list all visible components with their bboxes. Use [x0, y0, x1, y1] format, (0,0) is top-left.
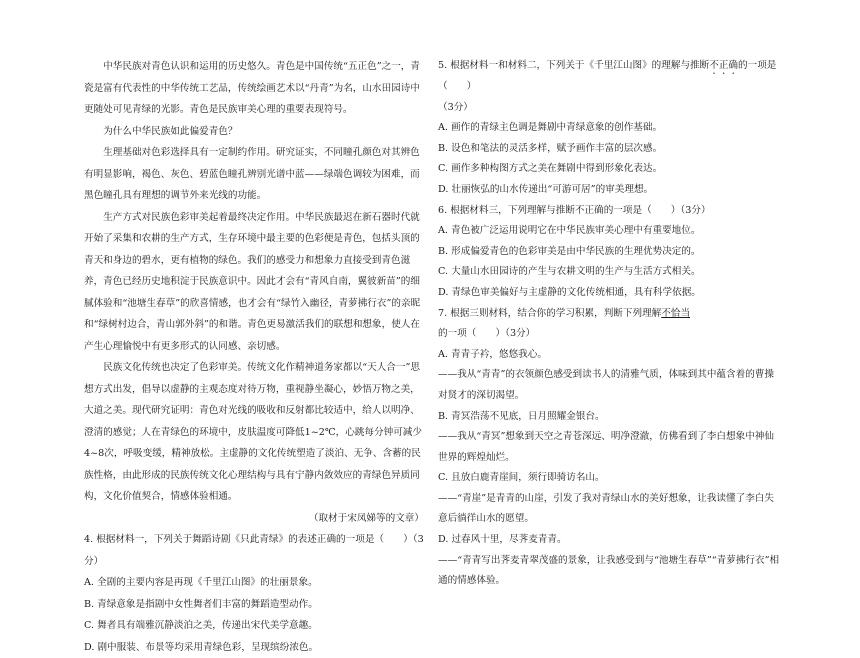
passage-question-line: 为什么中华民族如此偏爱青色？	[84, 121, 424, 143]
question-4-option-b: B. 青绿意象是指剧中女性舞者们丰富的舞蹈造型动作。	[84, 594, 424, 616]
question-5-stem-text: 5. 根据材料一和材料二，下列关于《千里江山图》的理解与推断	[438, 60, 709, 71]
question-5-emphasis: 不正确	[709, 60, 738, 71]
question-6-option-a: A. 青色被广泛运用说明它在中华民族审美心理中有重要地位。	[438, 221, 783, 242]
question-7-comment-c: ——“青崖”是青青的山崖，引发了我对青绿山水的美好想象，让我读懂了李白失意后徜徉山水的愿望。	[438, 489, 783, 530]
question-4-option-c: C. 舞者具有端雅沉静淡泊之美，传递出宋代美学意趣。	[84, 615, 424, 637]
question-6-option-b: B. 形成偏爱青色的色彩审美是由中华民族的生理优势决定的。	[438, 242, 783, 263]
question-6-option-c: C. 大量山水田园诗的产生与农耕文明的生产与生活方式相关。	[438, 262, 783, 283]
passage-paragraph: 生理基础对色彩选择具有一定制约作用。研究证实，不同瞳孔颜色对其辨色有明显影响，褐色、灰色、碧蓝色瞳孔辨别光谱中蓝——绿端色调较为困难，而黑色瞳孔具有理想的调节外来光线的功能。	[84, 142, 424, 207]
question-7-stem-text: 7. 根据三则材料，结合你的学习积累，判断下列理解	[438, 308, 661, 319]
question-5-stem	[438, 56, 783, 98]
question-6-option-d: D. 青绿色审美偏好与主虚静的文化传统相通，具有科学依据。	[438, 283, 783, 304]
question-7-stem	[438, 304, 783, 345]
question-7-option-a: A. 青青子衿，悠悠我心。	[438, 345, 783, 366]
question-4-option-a: A. 全剧的主要内容是再现《千里江山图》的壮丽景象。	[84, 572, 424, 594]
question-4-option-d: D. 剧中服装、布景等均采用青绿色彩，呈现缤纷浓色。	[84, 637, 424, 658]
passage-paragraph: 生产方式对民族色彩审美起着最终决定作用。中华民族最迟在新石器时代就开始了采集和农耕的生产方式，生存环境中最主要的色彩便是青色，包括头顶的青天和身边的碧水，更有植物的绿色。我们的感受力和想象力直接受到青色滋养，青色已经历史地积淀于民族意识中。因此才会有“青风自南，翼彼新苗”的细腻体验和“池塘生春草”的欣喜情感，也才会有“绿竹入幽径，青萝拂行衣”的亲昵和“绿树村边合，青山郭外斜”的和谐。青色更易激活我们的联想和想象，使人在产生心理愉悦中有更多形式的认同感、亲切感。	[84, 207, 424, 358]
question-5-option-d: D. 壮丽恢弘的山水传递出“可游可居”的审美理想。	[438, 180, 783, 201]
question-7-comment-a: ——我从“青青”的衣领颜色感受到读书人的清雅气质，体味到其中蕴含着的曹操对贤才的深切渴望。	[438, 365, 783, 406]
question-7-option-b: B. 青冥浩荡不见底，日月照耀金银台。	[438, 407, 783, 428]
question-7-stem-end: 的一项（ ）（3分）	[438, 328, 535, 339]
question-5-stem-end: 的一项是（ ）	[438, 60, 776, 92]
question-5-option-c: C. 画作多种构图方式之美在舞剧中得到形象化表达。	[438, 159, 783, 180]
question-7-comment-d: ——“青青写出荠麦青翠茂盛的景象，让我感受到与“池塘生春草”“青萝拂行衣”相通的情感体验。	[438, 551, 783, 592]
left-column	[84, 56, 424, 658]
question-5-option-a: A. 画作的青绿主色调是舞剧中青绿意象的创作基础。	[438, 118, 783, 139]
question-6-stem: 6. 根据材料三，下列理解与推断不正确的一项是（ ）（3分）	[438, 201, 783, 222]
question-5-option-b: B. 设色和笔法的灵活多样，赋予画作丰富的层次感。	[438, 139, 783, 160]
right-column	[438, 56, 783, 592]
question-4-stem: 4. 根据材料一，下列关于舞蹈诗剧《只此青绿》的表述正确的一项是（ ）（3分）	[84, 529, 424, 572]
question-7-emphasis: 不恰当	[661, 308, 690, 319]
question-5-points: （3分）	[438, 98, 783, 119]
question-7-option-c: C. 且放白鹿青崖间，须行即骑访名山。	[438, 468, 783, 489]
passage-source: （取材于宋凤娣等的文章）	[84, 508, 424, 530]
question-7-comment-b: ——我从“青冥”想象到天空之青苍深远、明净澄澈，仿佛看到了李白想象中神仙世界的辉煌灿烂。	[438, 427, 783, 468]
question-7-option-d: D. 过春风十里，尽荠麦青青。	[438, 530, 783, 551]
passage-paragraph: 中华民族对青色认识和运用的历史悠久。青色是中国传统“五正色”之一，青瓷是富有代表性的中华传统工艺品，传统绘画艺术以“丹青”为名，山水田园诗中更随处可见青绿的光影。青色是民族审美心理的重要表现符号。	[84, 56, 424, 121]
passage-paragraph: 民族文化传统也决定了色彩审美。传统文化作精神道务家都以“天人合一”思想方式出发，倡导以虚静的主观态度对待万物，重视静坐凝心，妙悟万物之美，大道之美。现代研究证明：青色对光线的吸收和反射都比较适中，给人以明净、澄清的感觉；人在青绿色的环境中，皮肤温度可降低1~2℃，心跳每分钟可减少4~8次，呼吸变缓，精神放松。主虚静的文化传统塑造了淡泊、无争、含蓄的民族性格，由此形成的民族传统文化心理结构与具有宁静内敛效应的青绿色异质同构，文化价值契合，情感体验相通。	[84, 357, 424, 508]
